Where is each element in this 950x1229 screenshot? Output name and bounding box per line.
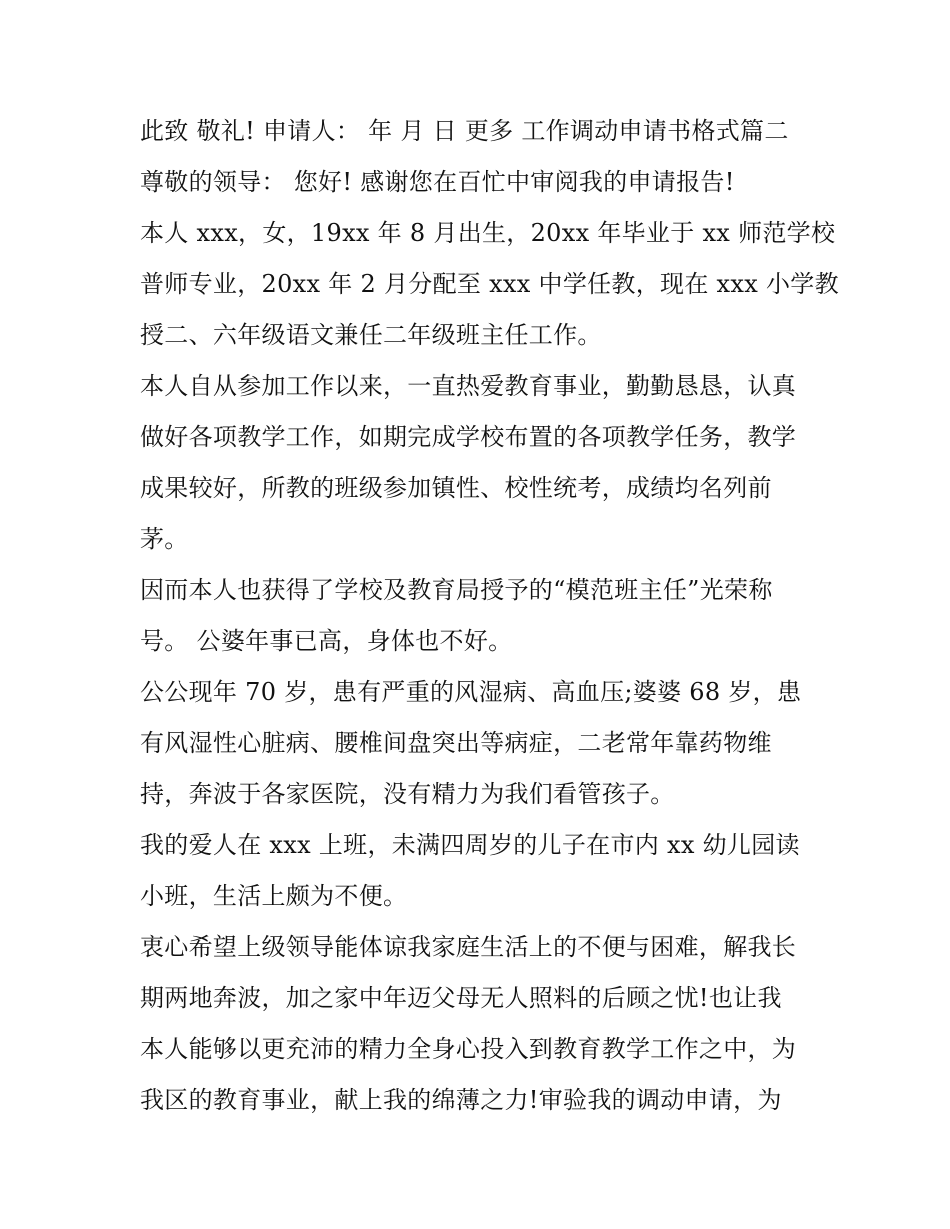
text-line: 号。 公婆年事已高，身体也不好。 bbox=[140, 627, 513, 655]
text-line: 此致 敬礼! 申请人： 年 月 日 更多 工作调动申请书格式篇二 bbox=[140, 117, 789, 145]
text-line: 做好各项教学工作，如期完成学校布置的各项教学任务，教学 bbox=[140, 423, 797, 451]
text-line: 我区的教育事业，献上我的绵薄之力!审验我的调动申请，为 bbox=[140, 1086, 782, 1114]
text-line: 因而本人也获得了学校及教育局授予的“模范班主任”光荣称 bbox=[140, 576, 773, 604]
text-line: 衷心希望上级领导能体谅我家庭生活上的不便与困难，解我长 bbox=[140, 933, 797, 961]
text-line: 小班，生活上颇为不便。 bbox=[140, 882, 408, 910]
text-line: 尊敬的领导： 您好! 感谢您在百忙中审阅我的申请报告! bbox=[140, 168, 735, 196]
text-line: 期两地奔波，加之家中年迈父母无人照料的后顾之忧!也让我 bbox=[140, 984, 782, 1012]
text-line: 持，奔波于各家医院，没有精力为我们看管孩子。 bbox=[140, 780, 675, 808]
text-line: 普师专业，20xx 年 2 月分配至 xxx 中学任教，现在 xxx 小学教 bbox=[140, 270, 839, 298]
text-line: 本人能够以更充沛的精力全身心投入到教育教学工作之中，为 bbox=[140, 1035, 797, 1063]
text-line: 本人 xxx，女，19xx 年 8 月出生，20xx 年毕业于 xx 师范学校 bbox=[140, 219, 836, 247]
text-line: 成果较好，所教的班级参加镇性、校性统考，成绩均名列前 bbox=[140, 474, 772, 502]
text-line: 授二、六年级语文兼任二年级班主任工作。 bbox=[140, 321, 602, 349]
text-line: 茅。 bbox=[140, 525, 189, 553]
text-line: 公公现年 70 岁，患有严重的风湿病、高血压;婆婆 68 岁，患 bbox=[140, 678, 802, 706]
text-line: 我的爱人在 xxx 上班，未满四周岁的儿子在市内 xx 幼儿园读 bbox=[140, 831, 800, 859]
document-body bbox=[140, 106, 839, 1126]
text-line: 本人自从参加工作以来，一直热爱教育事业，勤勤恳恳，认真 bbox=[140, 372, 797, 400]
text-line: 有风湿性心脏病、腰椎间盘突出等病症，二老常年靠药物维 bbox=[140, 729, 772, 757]
